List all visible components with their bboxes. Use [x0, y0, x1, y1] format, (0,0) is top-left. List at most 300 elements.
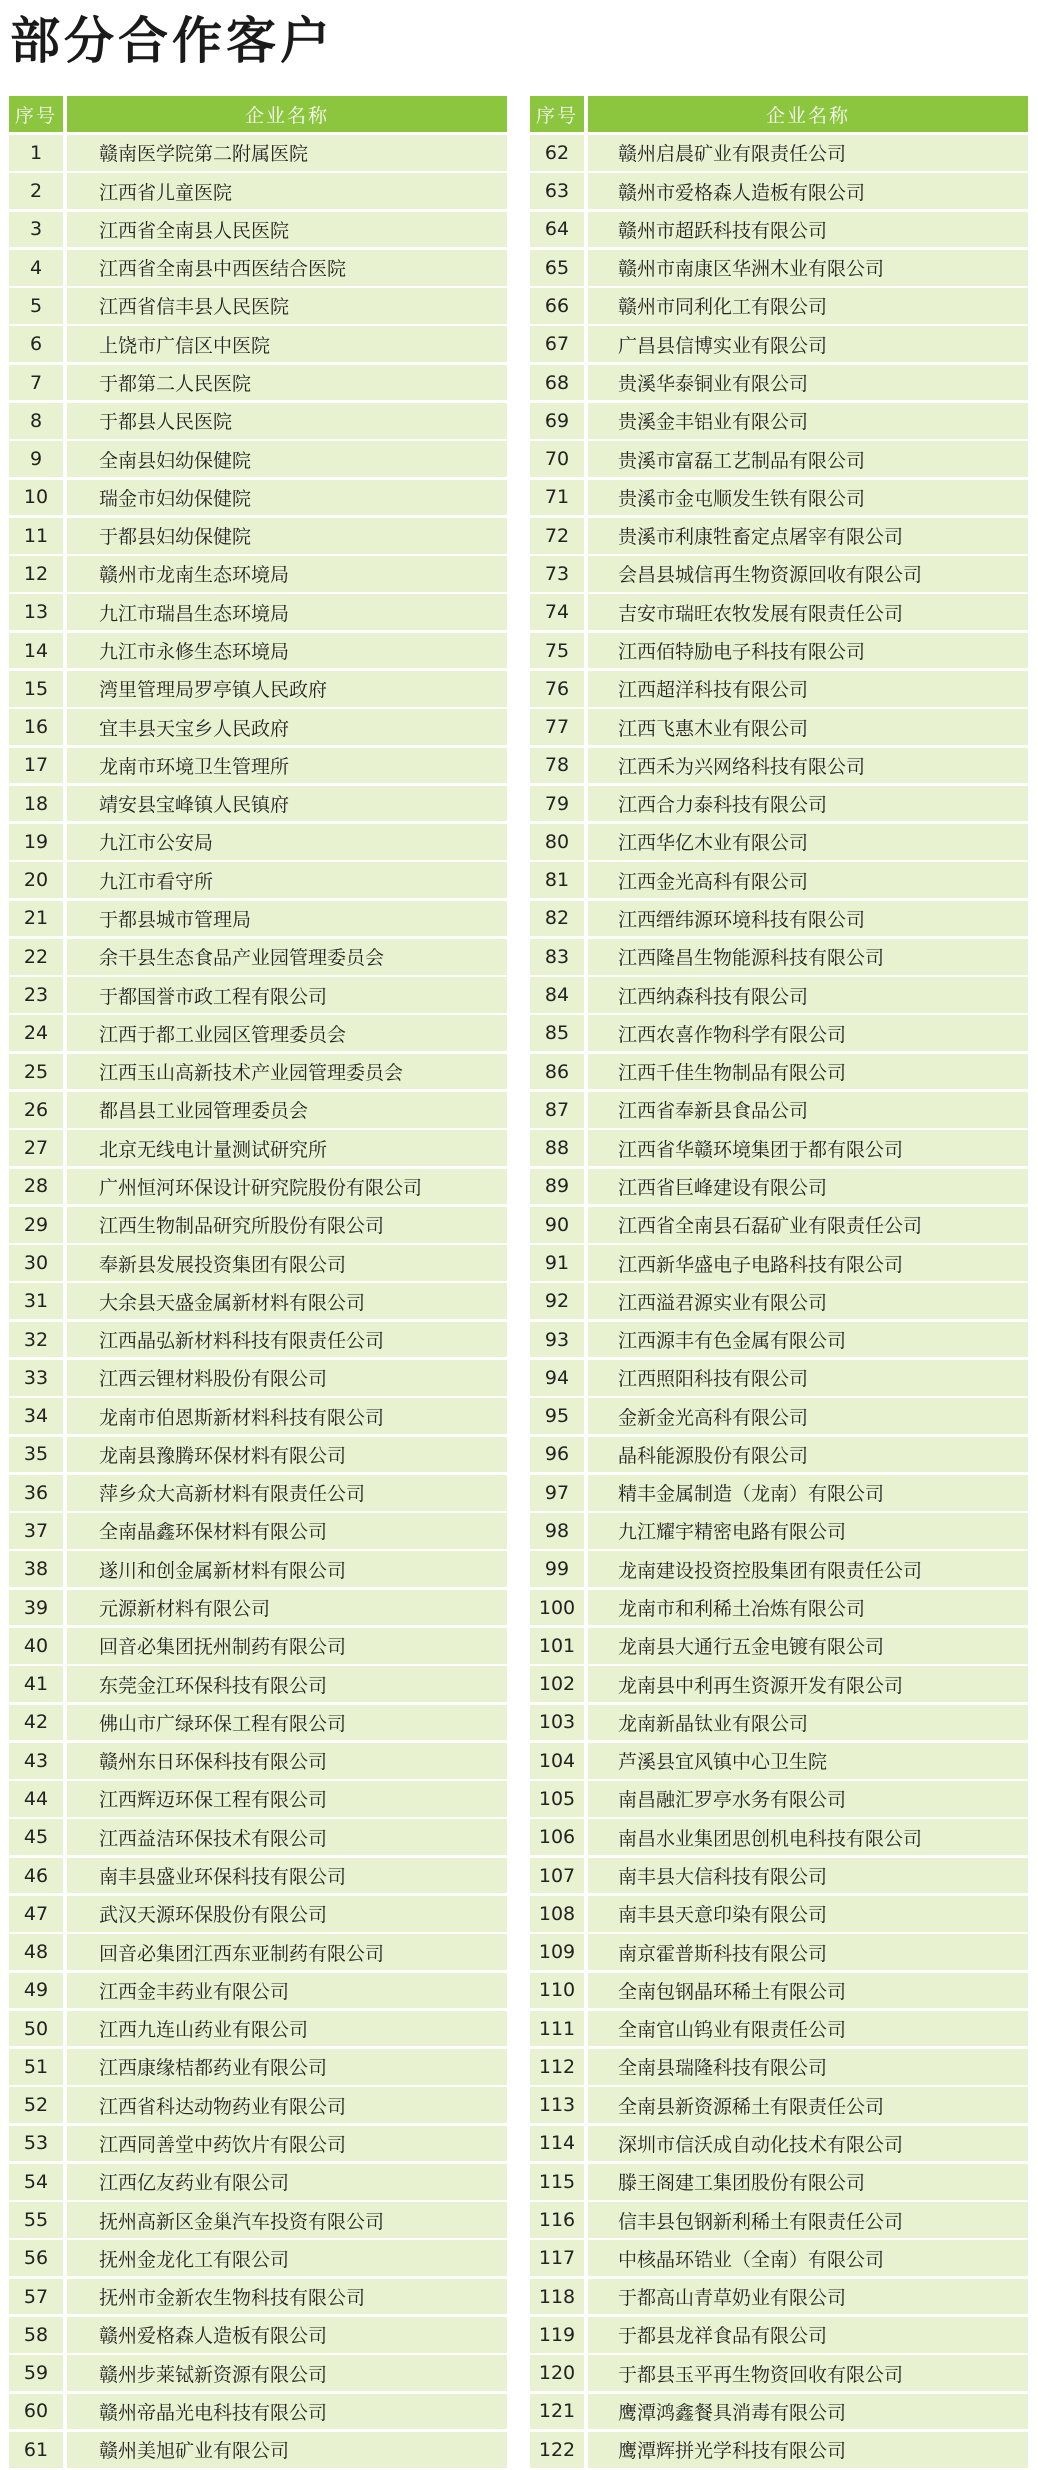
table-row [530, 2240, 1028, 2276]
table-row [530, 1169, 1028, 1205]
row-serial-number: 51 [9, 2049, 63, 2085]
row-company-name: 贵溪金丰铝业有限公司 [588, 403, 1028, 439]
row-company-name: 江西新华盛电子电路科技有限公司 [588, 1245, 1028, 1281]
row-company-name: 江西省全南县中西医结合医院 [67, 250, 507, 286]
table-row [9, 1628, 507, 1664]
table-row [530, 1858, 1028, 1894]
row-company-name: 江西九连山药业有限公司 [67, 2011, 507, 2047]
table-row [530, 862, 1028, 898]
row-company-name: 于都县城市管理局 [67, 901, 507, 937]
table-row [9, 1781, 507, 1817]
row-company-name: 江西农喜作物科学有限公司 [588, 1015, 1028, 1051]
table-row [530, 2202, 1028, 2238]
table-row [530, 173, 1028, 209]
table-row [9, 326, 507, 362]
page-title: 部分合作客户 [10, 12, 334, 70]
table-row [9, 250, 507, 286]
table-row [9, 633, 507, 669]
row-serial-number: 3 [9, 212, 63, 248]
table-row [530, 1819, 1028, 1855]
table-row [530, 1437, 1028, 1473]
row-serial-number: 27 [9, 1130, 63, 1166]
row-serial-number: 41 [9, 1666, 63, 1702]
row-company-name: 江西隆昌生物能源科技有限公司 [588, 939, 1028, 975]
table-row [9, 594, 507, 630]
table-row [9, 1973, 507, 2009]
row-company-name: 全南县新资源稀土有限责任公司 [588, 2087, 1028, 2123]
row-serial-number: 117 [530, 2240, 584, 2276]
row-serial-number: 107 [530, 1858, 584, 1894]
row-serial-number: 14 [9, 633, 63, 669]
table-row [530, 212, 1028, 248]
row-company-name: 赣州东日环保科技有限公司 [67, 1743, 507, 1779]
header-serial-number: 序号 [530, 96, 584, 132]
row-company-name: 贵溪华泰铜业有限公司 [588, 365, 1028, 401]
row-company-name: 江西千佳生物制品有限公司 [588, 1054, 1028, 1090]
row-company-name: 赣州美旭矿业有限公司 [67, 2432, 507, 2468]
row-company-name: 江西省全南县石磊矿业有限责任公司 [588, 1207, 1028, 1243]
table-row [530, 1934, 1028, 1970]
row-serial-number: 66 [530, 288, 584, 324]
table-body-left [9, 135, 507, 2468]
table-row [9, 441, 507, 477]
row-company-name: 深圳市信沃成自动化技术有限公司 [588, 2126, 1028, 2162]
row-serial-number: 44 [9, 1781, 63, 1817]
row-serial-number: 119 [530, 2317, 584, 2353]
row-serial-number: 95 [530, 1398, 584, 1434]
table-row [530, 2164, 1028, 2200]
row-serial-number: 115 [530, 2164, 584, 2200]
table-header [530, 96, 1028, 132]
row-company-name: 抚州金龙化工有限公司 [67, 2240, 507, 2276]
table-row [9, 1054, 507, 1090]
row-company-name: 于都县人民医院 [67, 403, 507, 439]
table-row [9, 1398, 507, 1434]
table-row [9, 1705, 507, 1741]
row-company-name: 晶科能源股份有限公司 [588, 1437, 1028, 1473]
row-company-name: 龙南建设投资控股集团有限责任公司 [588, 1551, 1028, 1587]
row-serial-number: 109 [530, 1934, 584, 1970]
row-serial-number: 10 [9, 480, 63, 516]
table-row [9, 1322, 507, 1358]
row-company-name: 东莞金江环保科技有限公司 [67, 1666, 507, 1702]
row-company-name: 贵溪市利康牲畜定点屠宰有限公司 [588, 518, 1028, 554]
row-company-name: 抚州高新区金巢汽车投资有限公司 [67, 2202, 507, 2238]
row-company-name: 九江市永修生态环境局 [67, 633, 507, 669]
row-serial-number: 69 [530, 403, 584, 439]
table-row [9, 135, 507, 171]
table-row [530, 1513, 1028, 1549]
row-serial-number: 98 [530, 1513, 584, 1549]
row-serial-number: 62 [530, 135, 584, 171]
table-row [9, 1743, 507, 1779]
row-serial-number: 23 [9, 977, 63, 1013]
table-row [9, 2126, 507, 2162]
table-row [530, 748, 1028, 784]
row-serial-number: 22 [9, 939, 63, 975]
row-serial-number: 86 [530, 1054, 584, 1090]
row-serial-number: 114 [530, 2126, 584, 2162]
row-company-name: 中核晶环锆业（全南）有限公司 [588, 2240, 1028, 2276]
row-company-name: 龙南县中利再生资源开发有限公司 [588, 1666, 1028, 1702]
row-company-name: 赣州爱格森人造板有限公司 [67, 2317, 507, 2353]
row-company-name: 江西佰特励电子科技有限公司 [588, 633, 1028, 669]
row-serial-number: 32 [9, 1322, 63, 1358]
row-serial-number: 45 [9, 1819, 63, 1855]
table-row [530, 1207, 1028, 1243]
row-company-name: 于都县玉平再生物资回收有限公司 [588, 2355, 1028, 2391]
row-serial-number: 83 [530, 939, 584, 975]
row-company-name: 都昌县工业园管理委员会 [67, 1092, 507, 1128]
row-serial-number: 96 [530, 1437, 584, 1473]
table-row [530, 441, 1028, 477]
table-row [9, 1283, 507, 1319]
row-company-name: 于都国誉市政工程有限公司 [67, 977, 507, 1013]
row-company-name: 江西康缘桔都药业有限公司 [67, 2049, 507, 2085]
row-company-name: 江西益洁环保技术有限公司 [67, 1819, 507, 1855]
row-serial-number: 72 [530, 518, 584, 554]
client-table-left [9, 96, 507, 2470]
row-serial-number: 47 [9, 1896, 63, 1932]
row-company-name: 江西同善堂中药饮片有限公司 [67, 2126, 507, 2162]
row-serial-number: 29 [9, 1207, 63, 1243]
row-company-name: 江西禾为兴网络科技有限公司 [588, 748, 1028, 784]
row-company-name: 佛山市广绿环保工程有限公司 [67, 1705, 507, 1741]
row-company-name: 信丰县包钢新利稀土有限责任公司 [588, 2202, 1028, 2238]
table-row [530, 1551, 1028, 1587]
table-row [9, 2317, 507, 2353]
table-row [530, 2126, 1028, 2162]
row-company-name: 芦溪县宜风镇中心卫生院 [588, 1743, 1028, 1779]
row-company-name: 南昌融汇罗亭水务有限公司 [588, 1781, 1028, 1817]
row-serial-number: 61 [9, 2432, 63, 2468]
row-company-name: 龙南县大通行五金电镀有限公司 [588, 1628, 1028, 1664]
row-serial-number: 54 [9, 2164, 63, 2200]
table-row [530, 1666, 1028, 1702]
row-company-name: 宜丰县天宝乡人民政府 [67, 709, 507, 745]
row-serial-number: 122 [530, 2432, 584, 2468]
row-company-name: 武汉天源环保股份有限公司 [67, 1896, 507, 1932]
row-company-name: 江西金光高科有限公司 [588, 862, 1028, 898]
row-serial-number: 84 [530, 977, 584, 1013]
table-row [9, 1590, 507, 1626]
client-table-right [530, 96, 1028, 2470]
header-company-name: 企业名称 [67, 96, 507, 132]
row-company-name: 北京无线电计量测试研究所 [67, 1130, 507, 1166]
row-serial-number: 33 [9, 1360, 63, 1396]
row-serial-number: 56 [9, 2240, 63, 2276]
row-serial-number: 36 [9, 1475, 63, 1511]
row-company-name: 江西溢君源实业有限公司 [588, 1283, 1028, 1319]
table-row [530, 2087, 1028, 2123]
table-row [530, 1896, 1028, 1932]
row-company-name: 滕王阁建工集团股份有限公司 [588, 2164, 1028, 2200]
row-company-name: 龙南市和利稀土冶炼有限公司 [588, 1590, 1028, 1626]
row-serial-number: 18 [9, 786, 63, 822]
table-row [9, 212, 507, 248]
table-row [530, 1245, 1028, 1281]
table-row [9, 824, 507, 860]
row-company-name: 九江市瑞昌生态环境局 [67, 594, 507, 630]
table-row [530, 633, 1028, 669]
row-serial-number: 91 [530, 1245, 584, 1281]
row-serial-number: 17 [9, 748, 63, 784]
row-company-name: 江西亿友药业有限公司 [67, 2164, 507, 2200]
table-row [9, 556, 507, 592]
row-company-name: 江西金丰药业有限公司 [67, 1973, 507, 2009]
row-serial-number: 11 [9, 518, 63, 554]
table-row [530, 1973, 1028, 2009]
row-serial-number: 87 [530, 1092, 584, 1128]
table-row [530, 786, 1028, 822]
table-row [9, 365, 507, 401]
row-serial-number: 48 [9, 1934, 63, 1970]
row-serial-number: 103 [530, 1705, 584, 1741]
row-company-name: 会昌县城信再生物资源回收有限公司 [588, 556, 1028, 592]
table-row [530, 2049, 1028, 2085]
row-serial-number: 73 [530, 556, 584, 592]
table-row [9, 1015, 507, 1051]
table-row [9, 1475, 507, 1511]
row-serial-number: 37 [9, 1513, 63, 1549]
table-row [9, 1896, 507, 1932]
row-company-name: 南丰县盛业环保科技有限公司 [67, 1858, 507, 1894]
table-row [9, 2087, 507, 2123]
row-company-name: 于都县妇幼保健院 [67, 518, 507, 554]
row-company-name: 鹰潭鸿鑫餐具消毒有限公司 [588, 2394, 1028, 2430]
row-serial-number: 60 [9, 2394, 63, 2430]
row-company-name: 江西省华赣环境集团于都有限公司 [588, 1130, 1028, 1166]
row-company-name: 上饶市广信区中医院 [67, 326, 507, 362]
row-serial-number: 42 [9, 1705, 63, 1741]
row-serial-number: 110 [530, 1973, 584, 2009]
table-row [9, 2394, 507, 2430]
row-serial-number: 65 [530, 250, 584, 286]
row-company-name: 南丰县天意印染有限公司 [588, 1896, 1028, 1932]
row-company-name: 江西源丰有色金属有限公司 [588, 1322, 1028, 1358]
row-company-name: 九江市看守所 [67, 862, 507, 898]
row-company-name: 湾里管理局罗亭镇人民政府 [67, 671, 507, 707]
table-row [530, 2432, 1028, 2468]
row-serial-number: 49 [9, 1973, 63, 2009]
row-serial-number: 6 [9, 326, 63, 362]
table-row [530, 824, 1028, 860]
row-company-name: 南昌水业集团思创机电科技有限公司 [588, 1819, 1028, 1855]
row-company-name: 精丰金属制造（龙南）有限公司 [588, 1475, 1028, 1511]
row-company-name: 广昌县信博实业有限公司 [588, 326, 1028, 362]
table-row [530, 2317, 1028, 2353]
table-row [530, 2394, 1028, 2430]
table-row [530, 556, 1028, 592]
row-serial-number: 2 [9, 173, 63, 209]
row-serial-number: 25 [9, 1054, 63, 1090]
table-row [530, 1054, 1028, 1090]
row-serial-number: 88 [530, 1130, 584, 1166]
table-row [530, 288, 1028, 324]
row-company-name: 赣州市爱格森人造板有限公司 [588, 173, 1028, 209]
row-serial-number: 5 [9, 288, 63, 324]
table-row [9, 403, 507, 439]
row-company-name: 赣州市龙南生态环境局 [67, 556, 507, 592]
table-row [530, 1322, 1028, 1358]
row-serial-number: 4 [9, 250, 63, 286]
table-row [9, 1666, 507, 1702]
table-row [9, 518, 507, 554]
table-row [9, 1934, 507, 1970]
table-row [9, 480, 507, 516]
row-company-name: 萍乡众大高新材料有限责任公司 [67, 1475, 507, 1511]
row-serial-number: 50 [9, 2011, 63, 2047]
table-row [530, 1743, 1028, 1779]
row-serial-number: 118 [530, 2279, 584, 2315]
table-row [530, 2279, 1028, 2315]
row-serial-number: 78 [530, 748, 584, 784]
table-row [530, 1283, 1028, 1319]
table-row [530, 326, 1028, 362]
row-company-name: 江西省巨峰建设有限公司 [588, 1169, 1028, 1205]
row-serial-number: 38 [9, 1551, 63, 1587]
row-serial-number: 57 [9, 2279, 63, 2315]
row-company-name: 贵溪市富磊工艺制品有限公司 [588, 441, 1028, 477]
row-company-name: 贵溪市金屯顺发生铁有限公司 [588, 480, 1028, 516]
table-row [9, 939, 507, 975]
row-serial-number: 81 [530, 862, 584, 898]
table-row [530, 135, 1028, 171]
table-row [9, 977, 507, 1013]
row-serial-number: 113 [530, 2087, 584, 2123]
table-row [9, 1130, 507, 1166]
table-row [9, 2011, 507, 2047]
row-company-name: 南京霍普斯科技有限公司 [588, 1934, 1028, 1970]
row-serial-number: 70 [530, 441, 584, 477]
row-company-name: 余干县生态食品产业园管理委员会 [67, 939, 507, 975]
table-row [530, 2011, 1028, 2047]
row-company-name: 赣州市南康区华洲木业有限公司 [588, 250, 1028, 286]
row-company-name: 奉新县发展投资集团有限公司 [67, 1245, 507, 1281]
row-serial-number: 76 [530, 671, 584, 707]
row-company-name: 江西晶弘新材料科技有限责任公司 [67, 1322, 507, 1358]
table-row [9, 1858, 507, 1894]
table-row [9, 173, 507, 209]
table-row [9, 1437, 507, 1473]
row-serial-number: 100 [530, 1590, 584, 1626]
row-serial-number: 67 [530, 326, 584, 362]
row-serial-number: 116 [530, 2202, 584, 2238]
table-row [9, 709, 507, 745]
row-company-name: 全南包钢晶环稀土有限公司 [588, 1973, 1028, 2009]
row-company-name: 赣州启晨矿业有限责任公司 [588, 135, 1028, 171]
table-row [9, 862, 507, 898]
row-serial-number: 79 [530, 786, 584, 822]
table-row [530, 1398, 1028, 1434]
row-serial-number: 46 [9, 1858, 63, 1894]
row-company-name: 于都高山青草奶业有限公司 [588, 2279, 1028, 2315]
table-row [530, 480, 1028, 516]
row-serial-number: 1 [9, 135, 63, 171]
table-row [9, 671, 507, 707]
row-serial-number: 92 [530, 1283, 584, 1319]
table-row [530, 709, 1028, 745]
table-row [9, 2049, 507, 2085]
table-row [530, 250, 1028, 286]
row-serial-number: 82 [530, 901, 584, 937]
table-row [9, 2202, 507, 2238]
table-row [9, 901, 507, 937]
row-company-name: 江西纳森科技有限公司 [588, 977, 1028, 1013]
row-serial-number: 13 [9, 594, 63, 630]
row-serial-number: 94 [530, 1360, 584, 1396]
row-company-name: 龙南新晶钛业有限公司 [588, 1705, 1028, 1741]
row-company-name: 赣州步莱铽新资源有限公司 [67, 2355, 507, 2391]
row-serial-number: 106 [530, 1819, 584, 1855]
row-company-name: 元源新材料有限公司 [67, 1590, 507, 1626]
table-row [9, 2164, 507, 2200]
row-serial-number: 63 [530, 173, 584, 209]
table-row [9, 1819, 507, 1855]
row-serial-number: 53 [9, 2126, 63, 2162]
row-serial-number: 19 [9, 824, 63, 860]
row-serial-number: 101 [530, 1628, 584, 1664]
row-serial-number: 43 [9, 1743, 63, 1779]
row-serial-number: 16 [9, 709, 63, 745]
row-serial-number: 120 [530, 2355, 584, 2391]
row-company-name: 全南县瑞隆科技有限公司 [588, 2049, 1028, 2085]
row-company-name: 抚州市金新农生物科技有限公司 [67, 2279, 507, 2315]
header-company-name: 企业名称 [588, 96, 1028, 132]
row-serial-number: 90 [530, 1207, 584, 1243]
row-company-name: 回音必集团江西东亚制药有限公司 [67, 1934, 507, 1970]
row-serial-number: 28 [9, 1169, 63, 1205]
table-row [530, 1092, 1028, 1128]
row-company-name: 江西辉迈环保工程有限公司 [67, 1781, 507, 1817]
row-company-name: 全南官山钨业有限责任公司 [588, 2011, 1028, 2047]
table-row [9, 2432, 507, 2468]
row-serial-number: 64 [530, 212, 584, 248]
table-row [9, 1551, 507, 1587]
row-company-name: 江西飞惠木业有限公司 [588, 709, 1028, 745]
row-serial-number: 97 [530, 1475, 584, 1511]
table-row [530, 2355, 1028, 2391]
row-company-name: 吉安市瑞旺农牧发展有限责任公司 [588, 594, 1028, 630]
row-company-name: 江西照阳科技有限公司 [588, 1360, 1028, 1396]
row-company-name: 江西玉山高新技术产业园管理委员会 [67, 1054, 507, 1090]
row-company-name: 南丰县大信科技有限公司 [588, 1858, 1028, 1894]
table-row [9, 2279, 507, 2315]
row-company-name: 九江市公安局 [67, 824, 507, 860]
row-company-name: 江西省奉新县食品公司 [588, 1092, 1028, 1128]
row-serial-number: 30 [9, 1245, 63, 1281]
row-company-name: 江西于都工业园区管理委员会 [67, 1015, 507, 1051]
row-serial-number: 75 [530, 633, 584, 669]
row-serial-number: 39 [9, 1590, 63, 1626]
row-company-name: 瑞金市妇幼保健院 [67, 480, 507, 516]
row-serial-number: 104 [530, 1743, 584, 1779]
table-row [9, 288, 507, 324]
row-serial-number: 93 [530, 1322, 584, 1358]
row-serial-number: 40 [9, 1628, 63, 1664]
table-row [530, 1781, 1028, 1817]
row-company-name: 江西超洋科技有限公司 [588, 671, 1028, 707]
table-row [9, 2355, 507, 2391]
row-serial-number: 20 [9, 862, 63, 898]
table-row [9, 1169, 507, 1205]
table-row [9, 2240, 507, 2276]
table-header [9, 96, 507, 132]
row-serial-number: 102 [530, 1666, 584, 1702]
row-company-name: 龙南市环境卫生管理所 [67, 748, 507, 784]
row-serial-number: 7 [9, 365, 63, 401]
row-serial-number: 121 [530, 2394, 584, 2430]
